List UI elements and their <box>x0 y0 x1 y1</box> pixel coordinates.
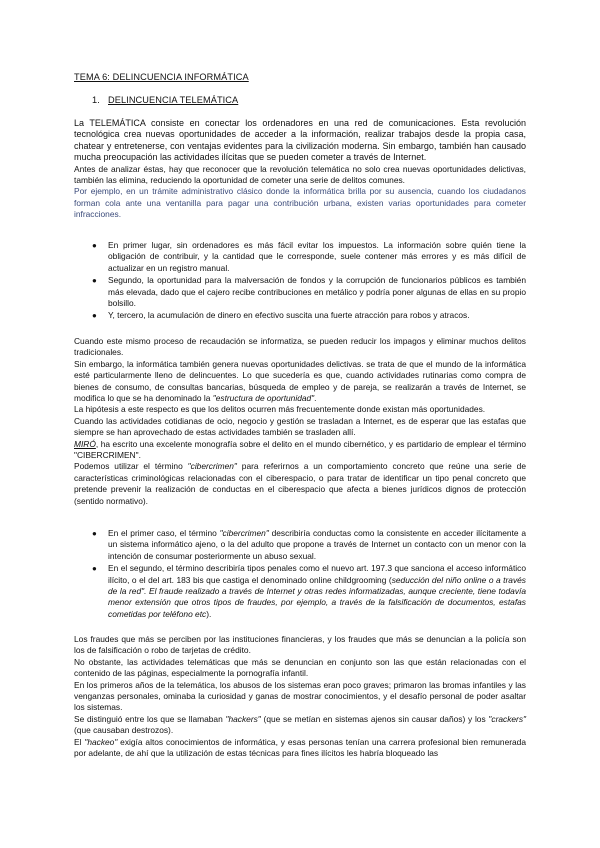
section-number: 1. <box>92 95 100 105</box>
closing-paragraph-3: En los primeros años de la telemática, los abusos de los sistemas eran poco graves; primaron las bromas infantiles y las venganzas personales, ominaba la curiosidad y ganas de mostrar conocimientos, y el desafío personal de poder asaltar los sistemas. <box>74 679 526 713</box>
section-heading <box>92 95 238 106</box>
bullet-list-1 <box>92 240 526 322</box>
bullet-text: En primer lugar, sin ordenadores es más fácil evitar los impuestos. La información sobre quién tiene la obligación de contribuir, y la cantidad que le corresponde, suele contener más errores y es más difícil de actualizar en un registro manual. <box>108 240 526 273</box>
middle-paragraph-5: MIRÓ, ha escrito una excelente monografía sobre el delito en el mundo cibernético, y es partidario de emplear el término "CIBERCRIMEN". <box>74 438 526 461</box>
list-item: ● En el primer caso, el término "cibercrimen" describiría conductas como la consistente en acceder ilícitamente a un sistema informático ajeno, o la del adulto que propone a través de Internet un contacto con un menor con la intención de consumar posteriormente un abuso sexual. <box>92 528 526 561</box>
closing-paragraph-2: No obstante, las actividades telemáticas que más se denuncian en conjunto son las que están relacionadas con el contenido de las páginas, especialmente la pornografía infantil. <box>74 656 526 679</box>
middle-paragraph-1: Cuando este mismo proceso de recaudación se informatiza, se pueden reducir los impagos y eliminar muchos delitos tradicionales. <box>74 336 526 358</box>
emphasis-text: "cibercrimen" <box>187 461 237 472</box>
author-name: MIRÓ <box>74 438 96 449</box>
middle-paragraph-4: Cuando las actividades cotidianas de ocio, negocio y gestión se trasladan a Internet, es de esperar que las estafas que siempre se han aprovechado de estas actividades también se trasladen allí. <box>74 415 526 438</box>
middle-paragraph-6: Podemos utilizar el término "cibercrimen" para referirnos a un comportamiento concreto que reúne una serie de características criminológicas relacionadas con el ciberespacio, o para tratar de identificar un tipo penal concreto que pretende prevenir la realización de conductas en el ciberespacio que afecta a bienes jurídicos dignos de protección (sentido normativo). <box>74 461 526 506</box>
intro-paragraph-2: Antes de analizar éstas, hay que reconocer que la revolución telemática no solo crea nuevas oportunidades delictivas, también las elimina, reduciendo la oportunidad de cometer una serie de delitos comunes. <box>74 163 526 186</box>
list-item <box>92 240 526 274</box>
middle-paragraph-2: Sin embargo, la informática también genera nuevas oportunidades delictivas. se trata de que el mundo de la informática esté particularmente lleno de delincuentes. Lo que sucedería es que, cuando actividades rutinarias como compra de bienes de consumo, de consultas bancarias, búsqueda de empleo y de pareja, se realizarán a través de Internet, se modifica lo que se ha denominado la "estructura de oportunidad". <box>74 358 526 404</box>
list-item <box>92 310 526 321</box>
closing-paragraph-4: Se distinguió entre los que se llamaban "hackers" (que se metían en sistemas ajenos sin causar daños) y los "crackers" (que causaban destrozos). <box>74 713 526 736</box>
bullet-icon: ● <box>92 241 97 250</box>
intro-paragraph-3: Por ejemplo, en un trámite administrativo clásico donde la informática brilla por su ausencia, cuando los ciudadanos forman cola ante una ventanilla para pagar una contribución urbana, existen varias oportunidades para cometer infracciones. <box>74 186 526 220</box>
closing-block <box>74 634 526 759</box>
emphasis-text: seducción del niño online o a través de la red". El fraude realizado a través de Internet y otras redes informatizadas, aunque creciente, tiene todavía menor extensión que otros tipos de fraudes, por ejemplo, a través de la falsificación de documentos, estafas cometidas por teléfono etc <box>108 574 526 619</box>
closing-paragraph-5: El "hackeo" exigía altos conocimientos de informática, y esas personas tenían una carrera profesional bien remunerada por adelante, de ahí que la utilización de estas técnicas para fines ilícitos les habría bloqueado las <box>74 736 526 759</box>
emphasis-text: "hackeo" <box>84 736 118 747</box>
bullet-icon: ● <box>92 564 97 574</box>
middle-paragraph-3: La hipótesis a este respecto es que los delitos ocurren más frecuentemente donde existan más oportunidades. <box>74 404 486 415</box>
list-item: ● En el segundo, el término describiría tipos penales como el nuevo art. 197.3 que sanciona el acceso informático ilícito, o el del art. 183 bis que castiga el denominado online childgrooming (seducción del niño online o a través de la red". El fraude realizado a través de Internet y otras redes informatizadas, aunque creciente, tiene todavía menor extensión que otros tipos de fraudes, por ejemplo, a través de la falsificación de documentos, estafas cometidas por teléfono etc). <box>92 563 526 619</box>
bullet-text: Y, tercero, la acumulación de dinero en efectivo suscita una fuerte atracción para robos y atracos. <box>108 310 470 321</box>
document-title: TEMA 6: DELINCUENCIA INFORMÁTICA <box>74 72 249 82</box>
section-label: DELINCUENCIA TELEMÁTICA <box>108 95 239 105</box>
intro-paragraph-1: La TELEMÁTICA consiste en conectar los ordenadores en una red de comunicaciones. Esta revolución tecnológica crea nuevas oportunidades de acceder a la información, realizar trabajos desde la propia casa, chatear y entretenerse, con ventajas evidentes para la civilización moderna. Sin embargo, también han causado mucha preocupación las actividades ilícitas que se pueden cometer a través de Internet. <box>74 118 526 163</box>
bullet-icon: ● <box>92 276 97 286</box>
emphasis-text: "estructura de oportunidad" <box>212 393 315 404</box>
emphasis-text: "cibercrimen" <box>219 528 269 538</box>
closing-paragraph-1: Los fraudes que más se perciben por las instituciones financieras, y los fraudes que más se denuncian a la policía son los de falsificación o robo de tarjetas de crédito. <box>74 634 526 656</box>
bullet-text: Segundo, la oportunidad para la malversación de fondos y la corrupción de funcionarios públicos es también más elevada, dado que el cajero recibe contribuciones en metálico y podría poner algunas de ellas en su propio bolsillo. <box>108 275 526 309</box>
bullet-icon: ● <box>92 529 97 538</box>
bullet-list-2 <box>92 528 526 620</box>
intro-block <box>74 118 526 221</box>
list-item <box>92 275 526 309</box>
emphasis-text: "crackers" <box>488 713 526 724</box>
emphasis-text: "hackers" <box>225 713 261 724</box>
bullet-icon: ● <box>92 311 97 321</box>
middle-block <box>74 336 526 507</box>
